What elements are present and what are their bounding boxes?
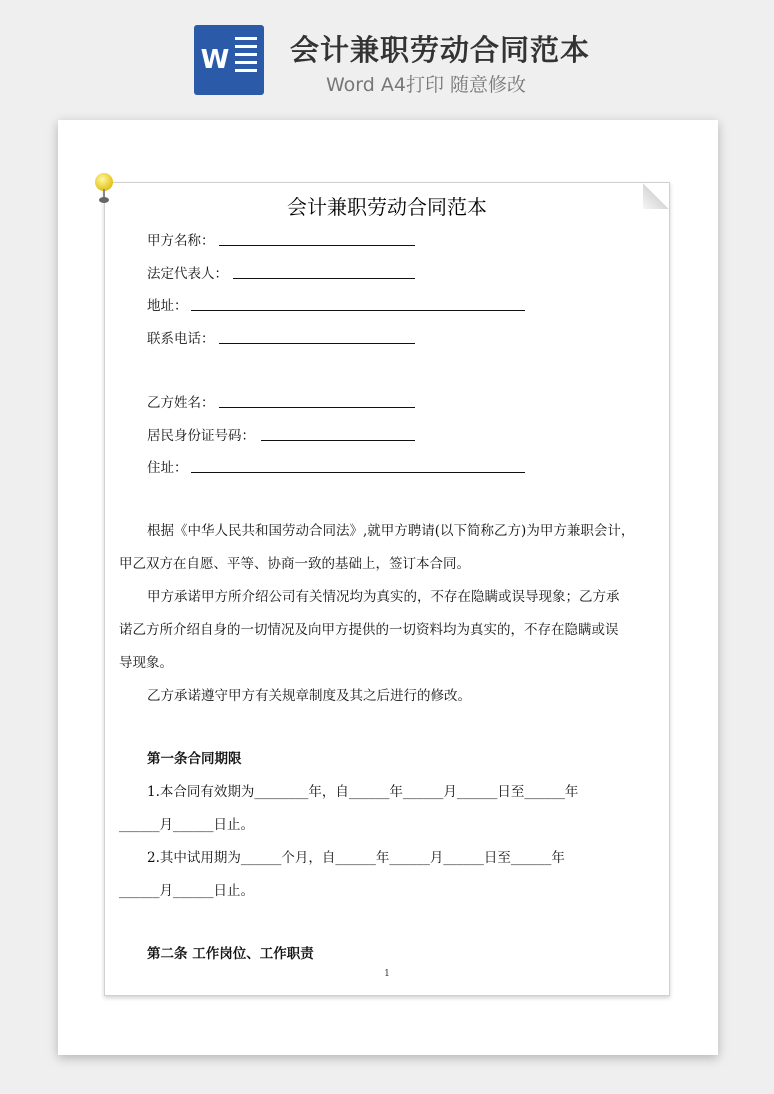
paragraph-2-line-3: 导现象。 bbox=[119, 655, 173, 671]
paragraph-1-line-1: 根据《中华人民共和国劳动合同法》,就甲方聘请(以下简称乙方)为甲方兼职会计， bbox=[147, 523, 635, 539]
banner-title: 会计兼职劳动合同范本 bbox=[290, 33, 591, 67]
article-2-title: 第二条 工作岗位、工作职责 bbox=[147, 946, 314, 962]
header-banner bbox=[0, 0, 774, 110]
document-title: 会计兼职劳动合同范本 bbox=[287, 195, 487, 219]
party-b-name-label: 乙方姓名： bbox=[147, 395, 215, 411]
document-page bbox=[104, 182, 670, 996]
article-1-item-2-line-2: ______月______日止。 bbox=[119, 883, 254, 899]
article-1-item-2-line-1: 2.其中试用期为______个月，自______年______月______日至______年 bbox=[147, 850, 565, 866]
party-a-phone-label: 联系电话： bbox=[147, 331, 215, 347]
page-number: 1 bbox=[384, 969, 390, 979]
party-a-phone-line bbox=[219, 343, 415, 344]
article-1-title: 第一条合同期限 bbox=[147, 751, 242, 767]
party-b-address-label: 住址： bbox=[147, 460, 188, 476]
paragraph-1-line-2: 甲乙双方在自愿、平等、协商一致的基础上，签订本合同。 bbox=[119, 556, 470, 572]
party-a-name-line bbox=[219, 245, 415, 246]
party-b-name-line bbox=[219, 407, 415, 408]
party-b-id-line bbox=[261, 440, 415, 441]
party-a-rep-line bbox=[233, 278, 415, 279]
party-a-address-label: 地址： bbox=[147, 298, 188, 314]
article-1-item-1-line-1: 1.本合同有效期为________年，自______年______月______日至______年 bbox=[147, 784, 579, 800]
party-a-address-line bbox=[191, 310, 525, 311]
party-b-id-label: 居民身份证号码： bbox=[147, 428, 255, 444]
party-a-name-label: 甲方名称： bbox=[147, 233, 215, 249]
banner-subtitle: Word A4打印 随意修改 bbox=[326, 74, 527, 96]
word-icon bbox=[194, 25, 264, 95]
paragraph-3: 乙方承诺遵守甲方有关规章制度及其之后进行的修改。 bbox=[147, 688, 471, 704]
paragraph-2-line-1: 甲方承诺甲方所介绍公司有关情况均为真实的，不存在隐瞒或误导现象；乙方承 bbox=[147, 589, 620, 605]
party-b-address-line bbox=[191, 472, 525, 473]
article-1-item-1-line-2: ______月______日止。 bbox=[119, 817, 254, 833]
party-a-rep-label: 法定代表人： bbox=[147, 266, 228, 282]
paragraph-2-line-2: 诺乙方所介绍自身的一切情况及向甲方提供的一切资料均为真实的，不存在隐瞒或误 bbox=[119, 622, 619, 638]
word-logo-letter: W bbox=[200, 45, 230, 75]
